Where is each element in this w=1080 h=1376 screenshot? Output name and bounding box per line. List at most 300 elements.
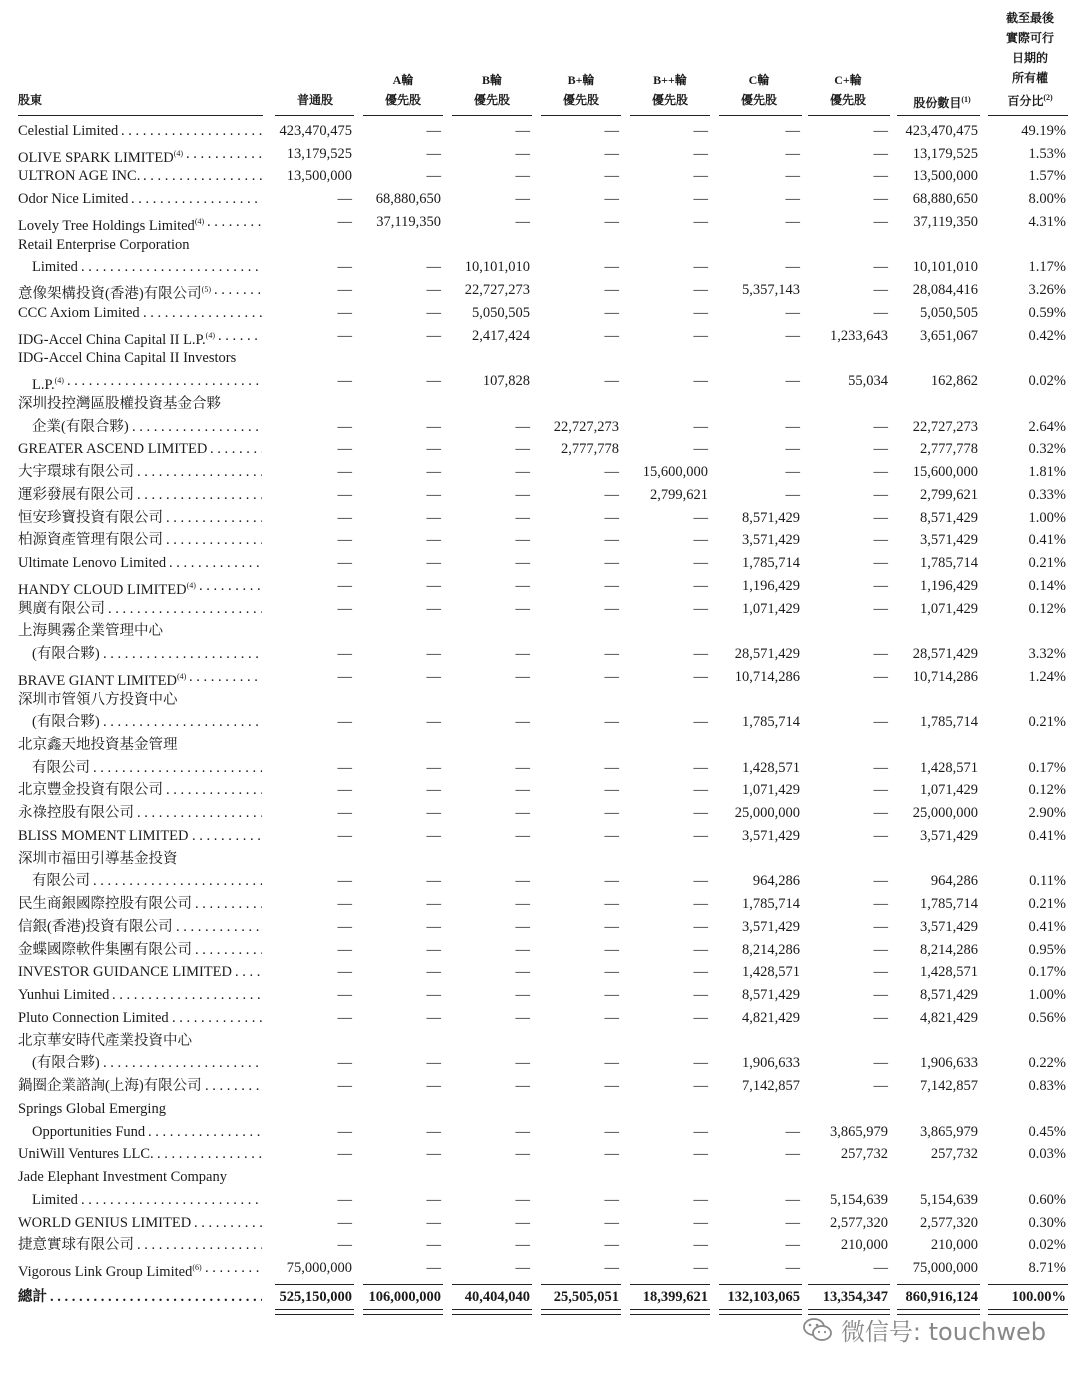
dot-leader bbox=[157, 1143, 262, 1165]
table-cell: — bbox=[515, 759, 530, 776]
table-cell: — bbox=[873, 759, 888, 776]
table-cell: — bbox=[426, 282, 441, 299]
dot-leader bbox=[108, 598, 262, 620]
table-cell: — bbox=[873, 259, 888, 276]
table-cell: — bbox=[693, 1191, 708, 1208]
table-row bbox=[0, 188, 1080, 210]
table-row bbox=[0, 302, 1080, 324]
table-cell: — bbox=[604, 1055, 619, 1072]
table-cell: 423,470,475 bbox=[279, 123, 352, 139]
table-cell: — bbox=[693, 827, 708, 844]
table-cell: — bbox=[604, 1237, 619, 1254]
shareholder-name: 深圳市福田引導基金投資 bbox=[18, 850, 178, 867]
shareholder-name: 意像架構投資(香港)有限公司$^{(5)}$ bbox=[18, 285, 211, 302]
dot-leader bbox=[81, 256, 262, 278]
table-cell: — bbox=[426, 805, 441, 822]
table-cell: 1,785,714 bbox=[742, 714, 800, 731]
table-cell: 2,777,778 bbox=[561, 441, 619, 458]
table-row bbox=[0, 552, 1080, 574]
table-cell: 1,428,571 bbox=[920, 964, 978, 981]
table-cell: 0.95% bbox=[1028, 941, 1066, 958]
table-row bbox=[0, 598, 1080, 620]
table-cell: — bbox=[515, 1191, 530, 1208]
table-cell: 28,571,429 bbox=[734, 646, 800, 663]
table-cell: 162,862 bbox=[930, 373, 978, 390]
table-row bbox=[0, 643, 1080, 665]
table-cell: — bbox=[426, 873, 441, 890]
table-row bbox=[0, 211, 1080, 233]
shareholder-name: (有限合夥) bbox=[32, 646, 100, 663]
table-row bbox=[0, 393, 1080, 415]
table-cell: — bbox=[693, 896, 708, 913]
table-cell: 0.12% bbox=[1028, 782, 1066, 799]
table-cell: 132,103,065 bbox=[727, 1288, 800, 1305]
shareholder-name: Celestial Limited bbox=[18, 123, 119, 139]
table-cell: 1,071,429 bbox=[920, 600, 978, 617]
table-cell: — bbox=[337, 918, 352, 935]
table-row bbox=[0, 507, 1080, 529]
dot-leader bbox=[235, 961, 262, 983]
table-cell: — bbox=[426, 464, 441, 481]
table-cell: — bbox=[693, 941, 708, 958]
table-cell: 0.21% bbox=[1028, 896, 1066, 913]
table-cell: — bbox=[604, 941, 619, 958]
total-rule bbox=[719, 1284, 802, 1285]
table-cell: — bbox=[693, 327, 708, 344]
table-cell: 1,785,714 bbox=[742, 896, 800, 913]
table-cell: — bbox=[426, 304, 441, 321]
watermark bbox=[803, 1312, 1046, 1347]
table-cell: — bbox=[426, 782, 441, 799]
table-cell: 3,865,979 bbox=[920, 1123, 978, 1140]
header-rule bbox=[988, 115, 1068, 116]
header-rule bbox=[808, 115, 890, 116]
shareholder-name: 北京豐金投資有限公司 bbox=[18, 782, 163, 799]
table-cell: 0.42% bbox=[1028, 327, 1066, 344]
header-pct: 截至最後 實際可行 日期的 所有權 百分比$^{(2)}$ bbox=[1005, 11, 1054, 108]
table-cell: 1.24% bbox=[1028, 668, 1066, 685]
table-cell: 8.00% bbox=[1028, 191, 1066, 208]
table-cell: 0.33% bbox=[1028, 486, 1066, 503]
table-cell: 1,785,714 bbox=[920, 896, 978, 913]
table-cell: — bbox=[785, 327, 800, 344]
table-cell: 37,119,350 bbox=[376, 213, 441, 230]
table-cell: — bbox=[515, 486, 530, 503]
shareholder-name: (有限合夥) bbox=[32, 714, 100, 731]
table-cell: 0.32% bbox=[1028, 441, 1066, 458]
table-cell: 0.45% bbox=[1028, 1123, 1066, 1140]
table-cell: — bbox=[426, 1146, 441, 1163]
table-cell: — bbox=[515, 1214, 530, 1231]
table-cell: — bbox=[693, 1055, 708, 1072]
table-cell: — bbox=[693, 168, 708, 185]
table-cell: — bbox=[337, 827, 352, 844]
table-cell: — bbox=[337, 509, 352, 526]
table-cell: — bbox=[873, 123, 888, 139]
dot-leader bbox=[103, 643, 262, 665]
table-cell: — bbox=[873, 714, 888, 731]
table-cell: — bbox=[785, 168, 800, 185]
shareholder-name: 大宇環球有限公司 bbox=[18, 464, 134, 481]
table-cell: — bbox=[337, 873, 352, 890]
table-row bbox=[0, 1143, 1080, 1165]
table-row bbox=[0, 325, 1080, 347]
table-cell: 8,571,429 bbox=[920, 509, 978, 526]
table-row bbox=[0, 961, 1080, 983]
table-cell: 2,577,320 bbox=[920, 1214, 978, 1231]
table-cell: — bbox=[426, 714, 441, 731]
table-cell: 0.41% bbox=[1028, 918, 1066, 935]
table-row bbox=[0, 1189, 1080, 1211]
table-cell: 5,050,505 bbox=[472, 304, 530, 321]
shareholder-name: 運彩發展有限公司 bbox=[18, 486, 134, 503]
table-cell: 10,714,286 bbox=[734, 668, 800, 685]
table-row bbox=[0, 370, 1080, 392]
shareholder-name: Limited bbox=[32, 259, 78, 276]
table-cell: — bbox=[515, 782, 530, 799]
table-cell: — bbox=[515, 873, 530, 890]
table-cell: 8,571,429 bbox=[742, 987, 800, 1004]
dot-leader bbox=[218, 325, 262, 347]
dot-leader bbox=[172, 1007, 262, 1029]
shareholder-name: 永祿控股有限公司 bbox=[18, 805, 134, 822]
table-cell: 0.21% bbox=[1028, 714, 1066, 731]
dot-leader bbox=[166, 779, 262, 801]
dot-leader bbox=[81, 1189, 262, 1211]
table-cell: 0.60% bbox=[1028, 1191, 1066, 1208]
table-cell: — bbox=[604, 327, 619, 344]
dot-leader bbox=[166, 529, 262, 551]
table-cell: 18,399,621 bbox=[642, 1288, 708, 1305]
table-cell: — bbox=[515, 941, 530, 958]
table-row bbox=[0, 734, 1080, 756]
table-cell: 28,084,416 bbox=[912, 282, 978, 299]
shareholder-name: Retail Enterprise Corporation bbox=[18, 236, 190, 253]
table-cell: — bbox=[426, 1214, 441, 1231]
table-cell: — bbox=[873, 418, 888, 435]
table-cell: — bbox=[604, 532, 619, 549]
shareholder-name: 北京華安時代產業投資中心 bbox=[18, 1032, 192, 1049]
table-cell: — bbox=[515, 213, 530, 230]
table-cell: — bbox=[693, 577, 708, 594]
table-cell: — bbox=[604, 873, 619, 890]
table-row bbox=[0, 1098, 1080, 1120]
table-row bbox=[0, 120, 1080, 142]
dot-leader bbox=[205, 1257, 262, 1279]
table-cell: 1,233,643 bbox=[830, 327, 888, 344]
shareholder-name: INVESTOR GUIDANCE LIMITED bbox=[18, 964, 232, 981]
table-cell: — bbox=[873, 532, 888, 549]
dot-leader bbox=[143, 165, 262, 187]
table-cell: 1,428,571 bbox=[920, 759, 978, 776]
dot-leader bbox=[131, 188, 262, 210]
table-cell: — bbox=[693, 873, 708, 890]
shareholder-name: Opportunities Fund bbox=[32, 1123, 146, 1140]
table-cell: 1,428,571 bbox=[742, 964, 800, 981]
total-rule bbox=[808, 1284, 890, 1285]
table-cell: 0.41% bbox=[1028, 827, 1066, 844]
table-cell: — bbox=[426, 1237, 441, 1254]
table-cell: — bbox=[426, 1123, 441, 1140]
table-row bbox=[0, 256, 1080, 278]
table-cell: — bbox=[873, 782, 888, 799]
table-cell: — bbox=[337, 941, 352, 958]
table-cell: 210,000 bbox=[840, 1237, 888, 1254]
table-cell: — bbox=[337, 668, 352, 685]
dot-leader bbox=[207, 211, 262, 233]
table-cell: — bbox=[337, 304, 352, 321]
table-cell: — bbox=[426, 486, 441, 503]
table-cell: 8,214,286 bbox=[742, 941, 800, 958]
shareholder-name: 金蝶國際軟件集團有限公司 bbox=[18, 941, 192, 958]
table-cell: — bbox=[785, 1191, 800, 1208]
table-cell: — bbox=[515, 964, 530, 981]
table-cell: — bbox=[337, 600, 352, 617]
table-cell: 8,214,286 bbox=[920, 941, 978, 958]
table-cell: — bbox=[693, 964, 708, 981]
table-cell: 10,714,286 bbox=[912, 668, 978, 685]
table-cell: — bbox=[515, 145, 530, 162]
header-a-pref: A輪 優先股 bbox=[384, 73, 421, 107]
table-cell: — bbox=[604, 782, 619, 799]
table-cell: 75,000,000 bbox=[286, 1260, 352, 1276]
dot-leader bbox=[103, 711, 262, 733]
table-cell: — bbox=[604, 987, 619, 1004]
table-cell: — bbox=[873, 213, 888, 230]
shareholder-name: 民生商銀國際控股有限公司 bbox=[18, 896, 192, 913]
table-cell: — bbox=[515, 1009, 530, 1026]
table-cell: 49.19% bbox=[1021, 123, 1066, 139]
table-cell: — bbox=[785, 191, 800, 208]
table-cell: — bbox=[337, 373, 352, 390]
shareholder-name: BRAVE GIANT LIMITED$^{(4)}$ bbox=[18, 671, 187, 689]
table-cell: — bbox=[515, 805, 530, 822]
table-cell: — bbox=[515, 418, 530, 435]
table-cell: 25,505,051 bbox=[553, 1288, 619, 1305]
total-rule bbox=[541, 1284, 621, 1285]
header-rule bbox=[541, 115, 621, 116]
dot-leader bbox=[192, 825, 262, 847]
table-cell: — bbox=[515, 1260, 530, 1276]
table-row bbox=[0, 438, 1080, 460]
header-bplusplus-pref: B++輪 優先股 bbox=[651, 73, 688, 107]
table-cell: 4,821,429 bbox=[742, 1009, 800, 1026]
table-cell: 0.17% bbox=[1028, 759, 1066, 776]
table-cell: 4,821,429 bbox=[920, 1009, 978, 1026]
table-cell: — bbox=[873, 464, 888, 481]
dot-leader bbox=[214, 279, 262, 301]
table-cell: — bbox=[604, 123, 619, 139]
table-cell: — bbox=[873, 1055, 888, 1072]
dot-leader bbox=[137, 461, 262, 483]
table-cell: 4.31% bbox=[1028, 213, 1066, 230]
dot-leader bbox=[112, 984, 262, 1006]
table-cell: 3,865,979 bbox=[830, 1123, 888, 1140]
table-cell: — bbox=[785, 418, 800, 435]
header-c-pref: C輪 優先股 bbox=[740, 73, 777, 107]
table-cell: 0.83% bbox=[1028, 1078, 1066, 1095]
shareholder-name: Lovely Tree Holdings Limited$^{(4)}$ bbox=[18, 216, 205, 234]
table-cell: — bbox=[426, 941, 441, 958]
table-cell: — bbox=[337, 1237, 352, 1254]
table-cell: 68,880,650 bbox=[375, 191, 441, 208]
table-cell: — bbox=[426, 577, 441, 594]
table-cell: — bbox=[426, 145, 441, 162]
table-cell: 3,651,067 bbox=[920, 327, 978, 344]
table-cell: — bbox=[337, 964, 352, 981]
table-cell: — bbox=[515, 191, 530, 208]
table-cell: — bbox=[515, 1237, 530, 1254]
dot-leader bbox=[132, 416, 262, 438]
table-cell: — bbox=[515, 896, 530, 913]
total-double-rule bbox=[630, 1309, 710, 1315]
table-cell: — bbox=[785, 145, 800, 162]
table-row bbox=[0, 848, 1080, 870]
table-cell: — bbox=[693, 145, 708, 162]
total-rule bbox=[630, 1284, 710, 1285]
table-cell: — bbox=[873, 941, 888, 958]
dot-leader bbox=[166, 507, 262, 529]
total-rule bbox=[452, 1284, 532, 1285]
table-cell: 0.59% bbox=[1028, 304, 1066, 321]
shareholder-name: 上海興霧企業管理中心 bbox=[18, 623, 163, 640]
table-cell: 1,906,633 bbox=[742, 1055, 800, 1072]
total-double-rule bbox=[275, 1309, 354, 1315]
table-cell: — bbox=[693, 259, 708, 276]
table-cell: — bbox=[426, 759, 441, 776]
total-double-rule bbox=[541, 1309, 621, 1315]
table-row bbox=[0, 143, 1080, 165]
table-cell: 13,354,347 bbox=[822, 1288, 888, 1305]
shareholder-name: UniWill Ventures LLC. bbox=[18, 1146, 154, 1163]
table-row bbox=[0, 1257, 1080, 1279]
dot-leader bbox=[137, 484, 262, 506]
table-row bbox=[0, 779, 1080, 801]
table-cell: — bbox=[873, 509, 888, 526]
table-cell: — bbox=[604, 191, 619, 208]
table-cell: — bbox=[515, 1123, 530, 1140]
total-rule bbox=[275, 1284, 354, 1285]
table-cell: — bbox=[873, 987, 888, 1004]
table-cell: — bbox=[873, 191, 888, 208]
table-cell: — bbox=[873, 145, 888, 162]
table-cell: 1.53% bbox=[1028, 145, 1066, 162]
table-cell: — bbox=[426, 600, 441, 617]
total-double-rule bbox=[719, 1309, 802, 1315]
table-cell: — bbox=[785, 464, 800, 481]
table-cell: — bbox=[604, 282, 619, 299]
table-row bbox=[0, 870, 1080, 892]
dot-leader bbox=[143, 302, 262, 324]
header-rule bbox=[18, 115, 263, 116]
watermark-text: 微信号: touchweb bbox=[840, 1318, 1046, 1346]
dot-leader bbox=[195, 893, 262, 915]
shareholder-name: 捷意實球有限公司 bbox=[18, 1237, 134, 1254]
dot-leader bbox=[50, 1286, 262, 1308]
table-row bbox=[0, 916, 1080, 938]
table-cell: — bbox=[515, 600, 530, 617]
table-cell: — bbox=[426, 441, 441, 458]
table-cell: — bbox=[785, 373, 800, 390]
shareholder-name: CCC Axiom Limited bbox=[18, 304, 140, 321]
table-row bbox=[0, 1030, 1080, 1052]
header-rule bbox=[363, 115, 443, 116]
table-cell: 0.30% bbox=[1028, 1214, 1066, 1231]
shareholder-name: IDG-Accel China Capital II Investors bbox=[18, 350, 237, 367]
table-cell: 5,154,639 bbox=[830, 1191, 888, 1208]
table-cell: — bbox=[693, 1078, 708, 1095]
table-cell: — bbox=[337, 782, 352, 799]
shareholder-name: 鍋圈企業諮詢(上海)有限公司 bbox=[18, 1078, 202, 1095]
table-cell: — bbox=[693, 509, 708, 526]
table-cell: — bbox=[337, 532, 352, 549]
header-bplus-pref: B+輪 優先股 bbox=[562, 73, 599, 107]
table-cell: — bbox=[337, 327, 352, 344]
table-cell: 7,142,857 bbox=[920, 1078, 978, 1095]
shareholder-name: 柏源資產管理有限公司 bbox=[18, 532, 163, 549]
table-cell: — bbox=[604, 213, 619, 230]
table-row bbox=[0, 802, 1080, 824]
table-cell: — bbox=[515, 918, 530, 935]
table-cell: — bbox=[785, 213, 800, 230]
table-cell: — bbox=[426, 964, 441, 981]
table-cell: — bbox=[604, 759, 619, 776]
table-cell: — bbox=[337, 1055, 352, 1072]
table-row bbox=[0, 984, 1080, 1006]
table-cell: 10,101,010 bbox=[912, 259, 978, 276]
table-cell: — bbox=[515, 464, 530, 481]
table-cell: 8,571,429 bbox=[742, 509, 800, 526]
table-cell: — bbox=[873, 1009, 888, 1026]
table-cell: 257,732 bbox=[930, 1146, 978, 1163]
shareholder-name: 企業(有限合夥) bbox=[32, 418, 129, 435]
shareholder-name: GREATER ASCEND LIMITED bbox=[18, 441, 208, 458]
table-cell: — bbox=[785, 1214, 800, 1231]
header-rule bbox=[897, 115, 980, 116]
shareholder-name: ULTRON AGE INC. bbox=[18, 168, 141, 185]
table-cell: — bbox=[426, 1009, 441, 1026]
table-cell: — bbox=[337, 213, 352, 230]
table-cell: — bbox=[873, 486, 888, 503]
table-cell: — bbox=[337, 486, 352, 503]
table-cell: — bbox=[785, 1260, 800, 1276]
table-cell: — bbox=[873, 555, 888, 572]
dot-leader bbox=[137, 1234, 262, 1256]
table-cell: — bbox=[873, 964, 888, 981]
shareholder-name: Odor Nice Limited bbox=[18, 191, 129, 208]
table-cell: — bbox=[873, 896, 888, 913]
shareholder-name: Yunhui Limited bbox=[18, 987, 110, 1004]
total-rule bbox=[988, 1284, 1068, 1285]
dot-leader bbox=[137, 802, 262, 824]
table-cell: — bbox=[604, 509, 619, 526]
table-cell: — bbox=[604, 964, 619, 981]
table-cell: — bbox=[515, 827, 530, 844]
table-cell: 1,071,429 bbox=[742, 600, 800, 617]
table-cell: — bbox=[785, 304, 800, 321]
table-cell: 8.71% bbox=[1028, 1260, 1066, 1276]
table-row bbox=[0, 620, 1080, 642]
table-cell: — bbox=[873, 918, 888, 935]
table-cell: — bbox=[604, 1146, 619, 1163]
table-cell: 1,428,571 bbox=[742, 759, 800, 776]
table-cell: — bbox=[426, 327, 441, 344]
shareholder-name: HANDY CLOUD LIMITED$^{(4)}$ bbox=[18, 580, 196, 598]
table-cell: — bbox=[337, 441, 352, 458]
table-cell: 15,600,000 bbox=[912, 464, 978, 481]
table-cell: — bbox=[785, 486, 800, 503]
table-cell: — bbox=[426, 532, 441, 549]
